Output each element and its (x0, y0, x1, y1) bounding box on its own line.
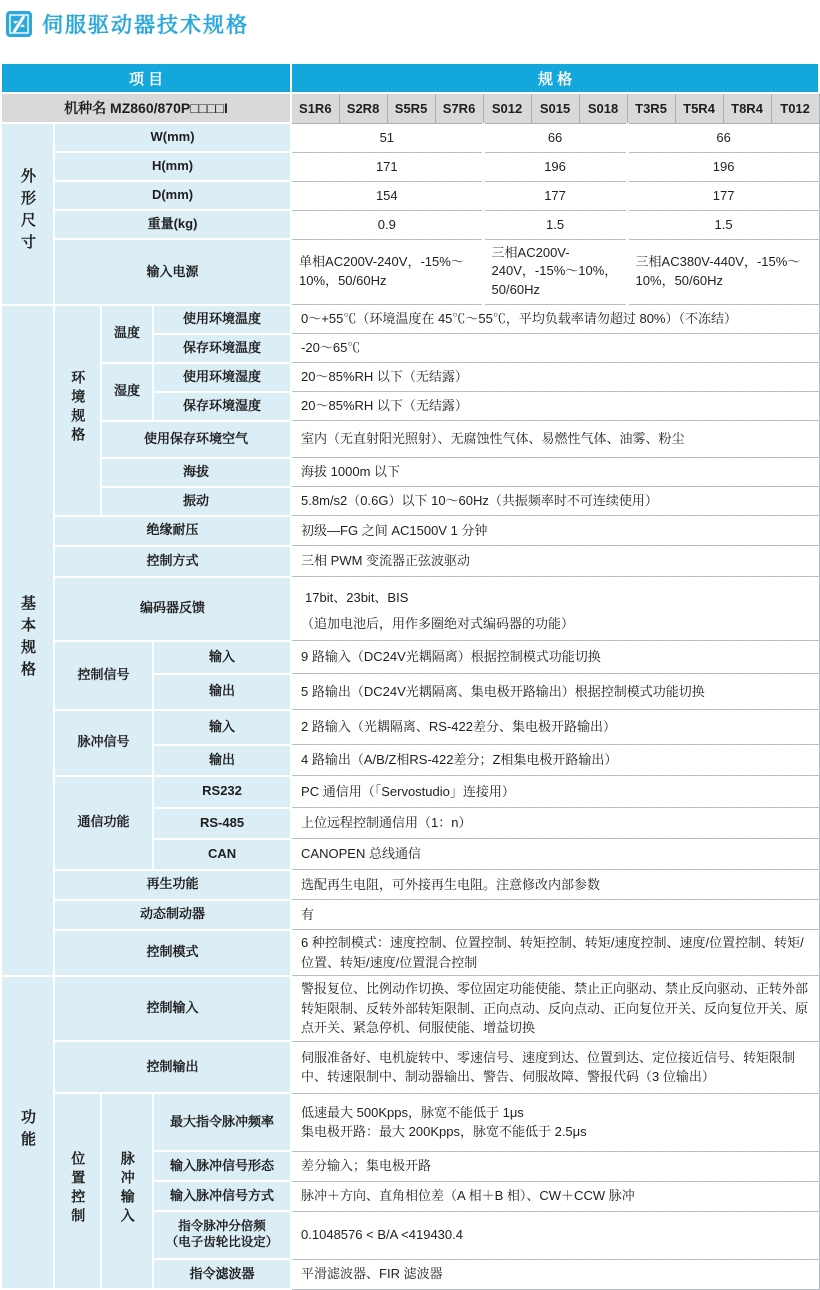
encoder-line2: （追加电池后，用作多圈绝对式编码器的功能） (301, 615, 575, 631)
value-altitude: 海拔 1000m 以下 (291, 458, 819, 487)
label-altitude: 海拔 (101, 458, 291, 487)
label-control-method: 控制方式 (54, 546, 291, 577)
model-cell: S5R5 (387, 93, 435, 123)
value-rs232: PC 通信用（「Servostudio」连接用） (291, 776, 819, 808)
model-cell: T8R4 (723, 93, 771, 123)
label-weight: 重量(kg) (54, 210, 291, 239)
value-h-g1: 171 (291, 152, 483, 181)
value-w-g2: 66 (483, 123, 627, 152)
value-control-modes: 6 种控制模式：速度控制、位置控制、转矩控制、转矩/速度控制、速度/位置控制、转矩/位置、转矩/速度/位置混合控制 (291, 930, 819, 976)
row-control-modes (1, 930, 819, 976)
model-cell: T3R5 (627, 93, 675, 123)
label-gear-ratio (153, 1211, 291, 1259)
gear-label-line2: （电子齿轮比设定） (165, 1235, 279, 1250)
model-cell: S7R6 (435, 93, 483, 123)
value-vibration: 5.8m/s2（0.6G）以下 10～60Hz（共振频率时不可连续使用） (291, 487, 819, 516)
value-h-g3: 196 (627, 152, 819, 181)
value-pulse-sig-out: 4 路输出（A/B/Z相RS-422差分；Z相集电极开路输出） (291, 745, 819, 776)
value-pulse-mode: 脉冲＋方向、直角相位差（A 相＋B 相）、CW＋CCW 脉冲 (291, 1181, 819, 1211)
label-w: W(mm) (54, 123, 291, 152)
value-control-input: 警报复位、比例动作切换、零位固定功能使能、禁止正向驱动、禁止反向驱动、正转外部转矩限制、反转外部转矩限制、正向点动、反向点动、正向复位开关、反向复位开关、原点开关、紧急停机、伺服使能、增益切换 (291, 976, 819, 1042)
label-d: D(mm) (54, 181, 291, 210)
group-pulse-signal: 脉冲信号 (54, 710, 153, 776)
row-d (1, 181, 819, 210)
value-pulse-form: 差分输入；集电极开路 (291, 1151, 819, 1181)
section-basic-specs: 基本规格 (1, 305, 54, 976)
value-control-method: 三相 PWM 变流器正弦波驱动 (291, 546, 819, 577)
label-control-output: 控制输出 (54, 1041, 291, 1093)
row-vibration (1, 487, 819, 516)
value-dynamic-brake: 有 (291, 900, 819, 930)
label-ctrl-sig-in: 输入 (153, 641, 291, 674)
value-weight-g3: 1.5 (627, 210, 819, 239)
row-use-humid (1, 363, 819, 392)
section-marker-icon (6, 11, 32, 37)
value-gear-ratio: 0.1048576 < B/A <419430.4 (291, 1211, 819, 1259)
row-rs232 (1, 776, 819, 808)
model-name-label: 机种名 MZ860/870P□□□□I (1, 93, 291, 123)
row-ctrl-sig-in (1, 641, 819, 674)
value-use-temp: 0～+55℃（环境温度在 45℃～55℃，平均负载率请勿超过 80%）（不冻结） (291, 305, 819, 334)
row-dynamic-brake (1, 900, 819, 930)
row-regen (1, 870, 819, 900)
value-d-g2: 177 (483, 181, 627, 210)
value-power-g3: 三相AC380V-440V，-15%～10%，50/60Hz (627, 239, 819, 305)
value-control-output: 伺服准备好、电机旋转中、零速信号、速度到达、位置到达、定位接近信号、转矩限制中、转速限制中、制动器输出、警告、伺服故障、警报代码（3 位输出） (291, 1041, 819, 1093)
label-store-humid: 保存环境湿度 (153, 392, 291, 421)
value-d-g3: 177 (627, 181, 819, 210)
label-air: 使用保存环境空气 (101, 421, 291, 458)
label-dynamic-brake: 动态制动器 (54, 900, 291, 930)
model-cell: S1R6 (291, 93, 339, 123)
value-store-humid: 20～85%RH 以下（无结露） (291, 392, 819, 421)
label-pulse-form: 输入脉冲信号形态 (153, 1151, 291, 1181)
label-control-modes: 控制模式 (54, 930, 291, 976)
max-freq-line1: 低速最大 500Kpps，脉宽不能低于 1μs (301, 1104, 524, 1120)
value-pulse-sig-in: 2 路输入（光耦隔离、RS-422差分、集电极开路输出） (291, 710, 819, 745)
label-use-temp: 使用环境温度 (153, 305, 291, 334)
label-use-humid: 使用环境湿度 (153, 363, 291, 392)
group-control-signal: 控制信号 (54, 641, 153, 710)
row-control-method (1, 546, 819, 577)
row-power (1, 239, 819, 305)
value-insulation: 初级—FG 之间 AC1500V 1 分钟 (291, 516, 819, 546)
row-control-input (1, 976, 819, 1042)
table-header-row (1, 63, 819, 93)
label-pulse-mode: 输入脉冲信号方式 (153, 1181, 291, 1211)
value-store-temp: -20～65℃ (291, 334, 819, 363)
model-cell: S2R8 (339, 93, 387, 123)
encoder-line1: 17bit、23bit、BIS (305, 590, 409, 606)
label-encoder: 编码器反馈 (54, 577, 291, 641)
label-vibration: 振动 (101, 487, 291, 516)
value-power-g1: 单相AC200V-240V，-15%～10%，50/60Hz (291, 239, 483, 305)
group-comm: 通信功能 (54, 776, 153, 870)
row-insulation (1, 516, 819, 546)
label-insulation: 绝缘耐压 (54, 516, 291, 546)
value-can: CANOPEN 总线通信 (291, 839, 819, 870)
label-cmd-filter: 指令滤波器 (153, 1259, 291, 1289)
label-rs232: RS232 (153, 776, 291, 808)
row-altitude (1, 458, 819, 487)
value-power-g2: 三相AC200V-240V，-15%～10%，50/60Hz (483, 239, 627, 305)
label-h: H(mm) (54, 152, 291, 181)
value-h-g2: 196 (483, 152, 627, 181)
header-item: 项 目 (1, 63, 291, 93)
row-h (1, 152, 819, 181)
model-cell: T012 (771, 93, 819, 123)
value-rs485: 上位远程控制通信用（1：n） (291, 808, 819, 839)
row-control-output (1, 1041, 819, 1093)
model-cell: S012 (483, 93, 531, 123)
model-cell: T5R4 (675, 93, 723, 123)
value-ctrl-sig-in: 9 路输入（DC24V光耦隔离）根据控制模式功能切换 (291, 641, 819, 674)
label-power: 输入电源 (54, 239, 291, 305)
value-ctrl-sig-out: 5 路输出（DC24V光耦隔离、集电极开路输出）根据控制模式功能切换 (291, 674, 819, 710)
value-d-g1: 154 (291, 181, 483, 210)
label-max-freq: 最大指令脉冲频率 (153, 1093, 291, 1151)
group-position-control: 位置控制 (54, 1093, 101, 1289)
title-bar (0, 0, 820, 46)
label-pulse-sig-in: 输入 (153, 710, 291, 745)
label-rs485: RS-485 (153, 808, 291, 839)
row-w (1, 123, 819, 152)
model-cell: S015 (531, 93, 579, 123)
value-regen: 选配再生电阻，可外接再生电阻。注意修改内部参数 (291, 870, 819, 900)
value-cmd-filter: 平滑滤波器、FIR 滤波器 (291, 1259, 819, 1289)
label-store-temp: 保存环境温度 (153, 334, 291, 363)
row-max-freq (1, 1093, 819, 1151)
value-weight-g2: 1.5 (483, 210, 627, 239)
value-max-freq (291, 1093, 819, 1151)
row-weight (1, 210, 819, 239)
group-humidity: 湿度 (101, 363, 153, 421)
section-functions: 功能 (1, 976, 54, 1290)
label-ctrl-sig-out: 输出 (153, 674, 291, 710)
value-w-g3: 66 (627, 123, 819, 152)
group-temperature: 温度 (101, 305, 153, 363)
max-freq-line2: 集电极开路：最大 200Kpps，脉宽不能低于 2.5μs (301, 1124, 587, 1140)
group-pulse-input: 脉冲输入 (101, 1093, 153, 1289)
label-control-input: 控制输入 (54, 976, 291, 1042)
label-regen: 再生功能 (54, 870, 291, 900)
value-weight-g1: 0.9 (291, 210, 483, 239)
model-cell: S018 (579, 93, 627, 123)
row-air (1, 421, 819, 458)
value-use-humid: 20～85%RH 以下（无结露） (291, 363, 819, 392)
gear-label-line1: 指令脉冲分倍频 (178, 1219, 266, 1234)
page-title: 伺服驱动器技术规格 (42, 14, 249, 37)
value-air: 室内（无直射阳光照射）、无腐蚀性气体、易燃性气体、油雾、粉尘 (291, 421, 819, 458)
header-spec: 规 格 (291, 63, 819, 93)
row-pulse-sig-in (1, 710, 819, 745)
group-environment: 环境规格 (54, 305, 101, 516)
label-can: CAN (153, 839, 291, 870)
spec-table (0, 62, 820, 1290)
row-encoder (1, 577, 819, 641)
model-row (1, 93, 819, 123)
value-encoder (291, 577, 819, 641)
row-use-temp (1, 305, 819, 334)
label-pulse-sig-out: 输出 (153, 745, 291, 776)
section-dimensions: 外形尺寸 (1, 123, 54, 305)
value-w-g1: 51 (291, 123, 483, 152)
